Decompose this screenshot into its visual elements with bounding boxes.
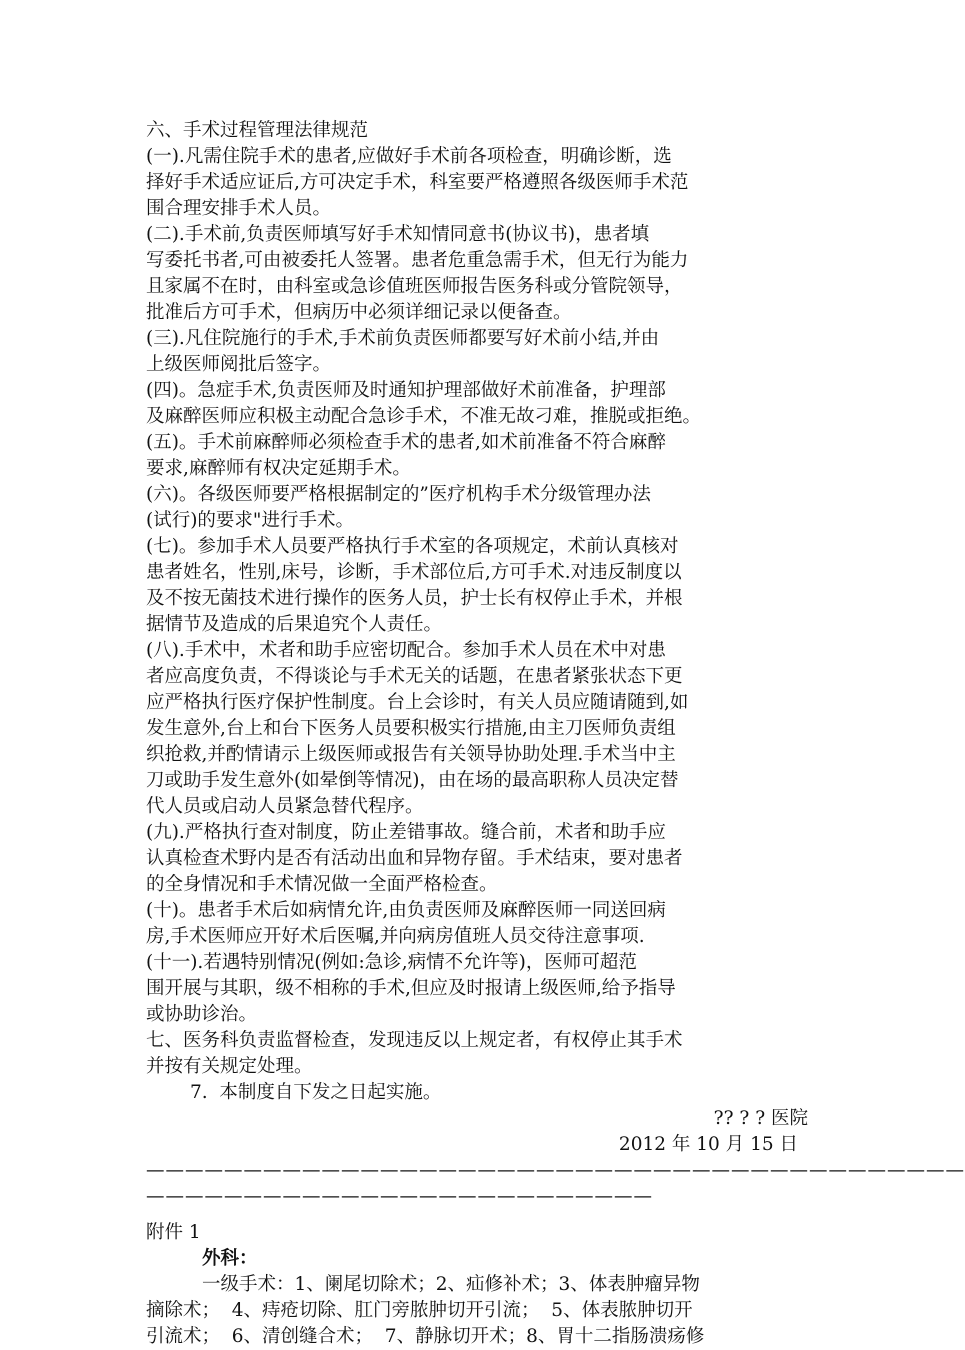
text-line: 认真检查术野内是否有活动出血和异物存留。手术结束，要对患者 — [146, 848, 683, 869]
text-line: 写委托书者,可由被委托人签署。患者危重急需手术，但无行为能力 — [146, 250, 689, 271]
text-line: 或协助诊治。 — [146, 1004, 258, 1025]
text-line: 围合理安排手术人员。 — [146, 198, 332, 219]
text-line: 据情节及造成的后果追究个人责任。 — [146, 614, 443, 635]
spacer — [146, 1210, 808, 1220]
section-heading-7: 七、医务科负责监督检查，发现违反以上规定者，有权停止其手术 — [146, 1030, 683, 1051]
text-line: 上级医师阅批后签字。 — [146, 354, 332, 375]
text-line: (七)。参加手术人员要严格执行手术室的各项规定，术前认真核对 — [146, 536, 679, 557]
text-line: (试行)的要求"进行手术。 — [146, 510, 354, 531]
text-line: 者应高度负责，不得谈论与手术无关的话题，在患者紧张状态下更 — [146, 666, 683, 687]
separator-line: —————————————————————————— — [146, 1186, 653, 1207]
text-line: (八).手术中，术者和助手应密切配合。参加手术人员在术中对患 — [146, 640, 666, 661]
text-line: (一).凡需住院手术的患者,应做好手术前各项检查，明确诊断，选 — [146, 146, 672, 167]
text-line: 且家属不在时，由科室或急诊值班医师报告医务科或分管院领导， — [146, 276, 683, 297]
text-line: 及麻醉医师应积极主动配合急诊手术，不准无故刁难，推脱或拒绝。 — [146, 406, 702, 427]
section-title-surgery: 外科： — [202, 1248, 258, 1269]
text-line: 刀或助手发生意外(如晕倒等情况)，由在场的最高职称人员决定替 — [146, 770, 679, 791]
text-line: (六)。各级医师要严格根据制定的”医疗机构手术分级管理办法 — [146, 484, 651, 505]
text-line: 发生意外,台上和台下医务人员要积极实行措施,由主刀医师负责组 — [146, 718, 676, 739]
text-line: 患者姓名，性别,床号，诊断，手术部位后,方可手术.对违反制度以 — [146, 562, 682, 583]
text-line: 代人员或启动人员紧急替代程序。 — [146, 796, 424, 817]
text-line: 并按有关规定处理。 — [146, 1056, 313, 1077]
text-line: 及不按无菌技术进行操作的医务人员，护士长有权停止手术，并根 — [146, 588, 683, 609]
text-line: (十)。患者手术后如病情允许,由负责医师及麻醉医师一同送回病 — [146, 900, 666, 921]
text-line: 的全身情况和手术情况做一全面严格检查。 — [146, 874, 498, 895]
signature-date: 2012 年 10 月 15 日 — [618, 1134, 798, 1155]
level-1-surgery-line: 摘除术； 4、痔疮切除、肛门旁脓肿切开引流； 5、体表脓肿切开 — [146, 1300, 693, 1321]
level-1-surgery-line: 一级手术：1、阑尾切除术；2、疝修补术；3、体表肿瘤异物 — [202, 1274, 700, 1295]
document-page — [146, 118, 965, 1350]
text-line: 要求,麻醉师有权决定延期手术。 — [146, 458, 411, 479]
attachment-label: 附件 1 — [146, 1222, 201, 1243]
item-7-effective: 7. 本制度自下发之日起实施。 — [190, 1082, 442, 1103]
text-line: 批准后方可手术，但病历中必须详细记录以便备查。 — [146, 302, 572, 323]
text-line: 择好手术适应证后,方可决定手术，科室要严格遵照各级医师手术范 — [146, 172, 689, 193]
text-line: 围开展与其职，级不相称的手术,但应及时报请上级医师,给予指导 — [146, 978, 676, 999]
text-line: (九).严格执行查对制度，防止差错事故。缝合前，术者和助手应 — [146, 822, 666, 843]
signature-org: ?? ? ? 医院 — [713, 1108, 808, 1129]
text-line: (三).凡住院施行的手术,手术前负责医师都要写好术前小结,并由 — [146, 328, 660, 349]
text-line: 房,手术医师应开好术后医嘱,并向病房值班人员交待注意事项. — [146, 926, 645, 947]
text-line: (五)。手术前麻醉师必须检查手术的患者,如术前准备不符合麻醉 — [146, 432, 666, 453]
section-heading-6: 六、手术过程管理法律规范 — [146, 120, 369, 141]
separator-line: —————————————————————————————————————————— — [146, 1160, 965, 1181]
text-line: 织抢救,并酌情请示上级医师或报告有关领导协助处理.手术当中主 — [146, 744, 676, 765]
text-line: (四)。急症手术,负责医师及时通知护理部做好术前准备，护理部 — [146, 380, 666, 401]
document-body — [146, 118, 808, 1080]
text-line: 应严格执行医疗保护性制度。台上会诊时，有关人员应随请随到,如 — [146, 692, 689, 713]
text-line: (十一).若遇特别情况(例如:急诊,病情不允许等)，医师可超范 — [146, 952, 637, 973]
level-1-surgery-line: 引流术； 6、清创缝合术； 7、静脉切开术；8、胃十二指肠溃疡修 — [146, 1326, 705, 1347]
text-line: (二).手术前,负责医师填写好手术知情同意书(协议书)，患者填 — [146, 224, 650, 245]
